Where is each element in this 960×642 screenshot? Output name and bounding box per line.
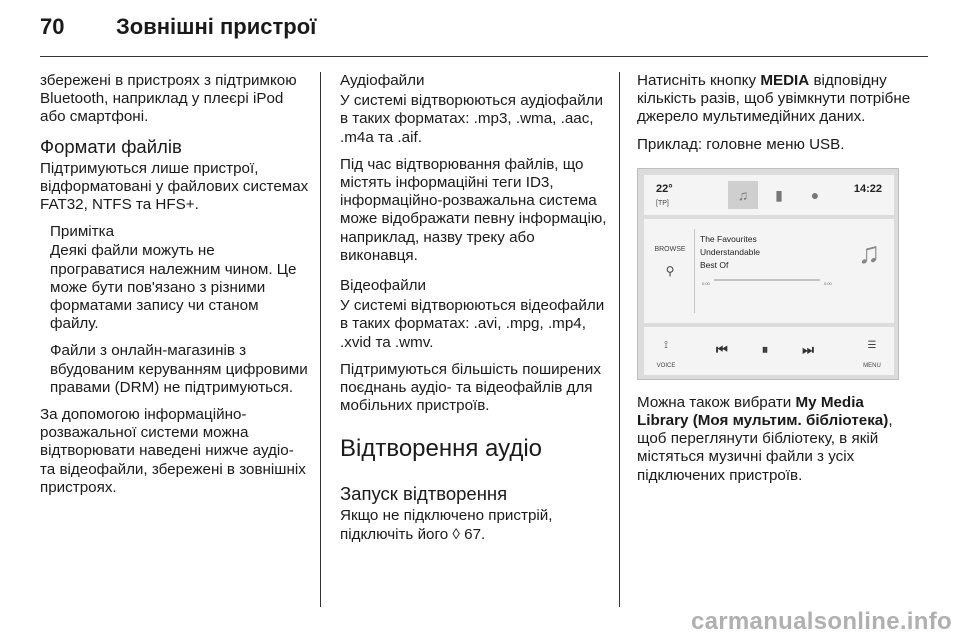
search-icon: ⚲ xyxy=(665,264,675,279)
pause-icon[interactable]: ⏸ xyxy=(761,341,769,357)
media-button-label: MEDIA xyxy=(760,72,810,89)
voice-button[interactable] xyxy=(652,337,680,375)
formats-heading: Формати файлів xyxy=(40,135,182,157)
progress-bar[interactable] xyxy=(714,279,820,281)
my-media-library-label: My Media Library (Моя мультим. бібліотека) xyxy=(637,393,889,430)
column-divider-2 xyxy=(619,72,620,607)
video-heading: Відеофайли xyxy=(340,277,427,295)
clock: 14:22 xyxy=(853,182,882,195)
paragraph-text: , щоб переглянути бібліотеку, в якій містяться музичні файли з усіх підключених пристроїв. xyxy=(637,412,893,484)
status-bar xyxy=(644,175,894,215)
voice-label: VOICE xyxy=(656,363,676,370)
track-line: Understandable xyxy=(700,246,761,257)
menu-button[interactable] xyxy=(858,337,886,375)
page-reference-icon: ◊ xyxy=(452,525,460,543)
column-1 xyxy=(40,72,310,506)
device-tab-icon[interactable]: ▮ xyxy=(775,186,783,203)
paragraph: У системі відтворюються аудіофайли в таких форматах: .mp3, .wma, .aac, .m4a та .aif. xyxy=(340,92,604,146)
paragraph-text: Можна також вибрати xyxy=(637,393,792,411)
paragraph: Підтримуються більшість поширених поєднань аудіо- та відеофайлів для мобільних пристроїв. xyxy=(340,360,601,415)
page-reference-link[interactable]: 67. xyxy=(464,525,486,543)
panel-divider xyxy=(694,229,695,313)
menu-icon: ☰ xyxy=(867,339,877,351)
source-tabs xyxy=(728,181,830,209)
column-divider-1 xyxy=(320,72,321,607)
paragraph: збережені в пристроях з підтримкою Bluetooth, наприклад у плеєрі iPod або смартфоні. xyxy=(40,72,297,126)
now-playing-panel xyxy=(644,219,894,323)
paragraph: У системі відтворюються відеофайли в таких форматах: .avi, .mpg, .mp4, .xvid та .wmv. xyxy=(340,297,605,351)
header-divider xyxy=(40,56,928,57)
info-tab-icon[interactable]: ● xyxy=(810,186,820,203)
album-art-icon: ♫ xyxy=(857,236,881,270)
page-number: 70 xyxy=(40,14,65,39)
voice-icon: ⟟ xyxy=(664,339,668,351)
paragraph: Приклад: головне меню USB. xyxy=(637,135,845,153)
music-tab-icon[interactable]: ♫ xyxy=(728,181,758,209)
note-paragraph: Деякі файли можуть не програватися належним чином. Це може бути пов'язано з різними форматами запису чи станом файлу. xyxy=(50,242,297,333)
audio-heading: Аудіофайли xyxy=(340,72,425,89)
paragraph: За допомогою інформаційно-розважальної системи можна відтворювати наведені нижче аудіо- та відеофайли, збережені в зовнішніх пристроях. xyxy=(40,406,306,496)
previous-track-icon[interactable]: ⏮ xyxy=(716,341,728,357)
column-2 xyxy=(340,72,610,553)
paragraph-text: Якщо не підключено пристрій, підключіть його xyxy=(340,507,553,543)
usb-main-menu-screenshot xyxy=(637,168,899,380)
paragraph: Підтримуються лише пристрої, відформатовані у файлових системах FAT32, NTFS та HFS+. xyxy=(40,159,309,214)
total-time: 0:00 xyxy=(824,280,832,286)
note-title: Примітка xyxy=(50,223,115,241)
next-track-icon[interactable]: ⏭ xyxy=(802,341,814,357)
note-block xyxy=(40,223,310,397)
section-heading: Відтворення аудіо xyxy=(340,435,542,463)
paragraph xyxy=(637,394,917,485)
paragraph xyxy=(637,72,917,127)
paragraph-text: відповідну кількість разів, щоб увімкнути потрібне джерело мультимедійних даних. xyxy=(637,72,911,126)
playback-controls xyxy=(716,341,814,359)
page-title: Зовнішні пристрої xyxy=(116,14,317,39)
track-info xyxy=(700,233,760,272)
menu-label: MENU xyxy=(863,363,881,370)
browse-button[interactable] xyxy=(650,241,690,280)
start-playback-heading: Запуск відтворення xyxy=(340,483,508,505)
control-bar xyxy=(644,327,894,375)
paragraph: Під час відтворювання файлів, що містять інформаційні теги ID3, інформаційно-розважальна система може відображати певну інформацію, наприклад, назву треку або виконавця. xyxy=(340,155,607,264)
temperature: 22° xyxy=(656,182,673,195)
elapsed-time: 0:00 xyxy=(702,280,710,286)
browse-label: BROWSE xyxy=(654,245,686,253)
tp-indicator: [TP] xyxy=(656,199,669,207)
track-line: Best Of xyxy=(700,259,729,270)
watermark-brand: carmanualsonline.info xyxy=(690,608,952,635)
page-header xyxy=(40,14,316,50)
note-paragraph: Файли з онлайн-магазинів з вбудованим керуванням цифровими правами (DRM) не підтримуються. xyxy=(50,342,308,396)
paragraph xyxy=(340,507,610,543)
paragraph-text: Натисніть кнопку xyxy=(637,72,757,89)
track-line: The Favourites xyxy=(700,233,757,244)
column-3 xyxy=(637,72,917,494)
